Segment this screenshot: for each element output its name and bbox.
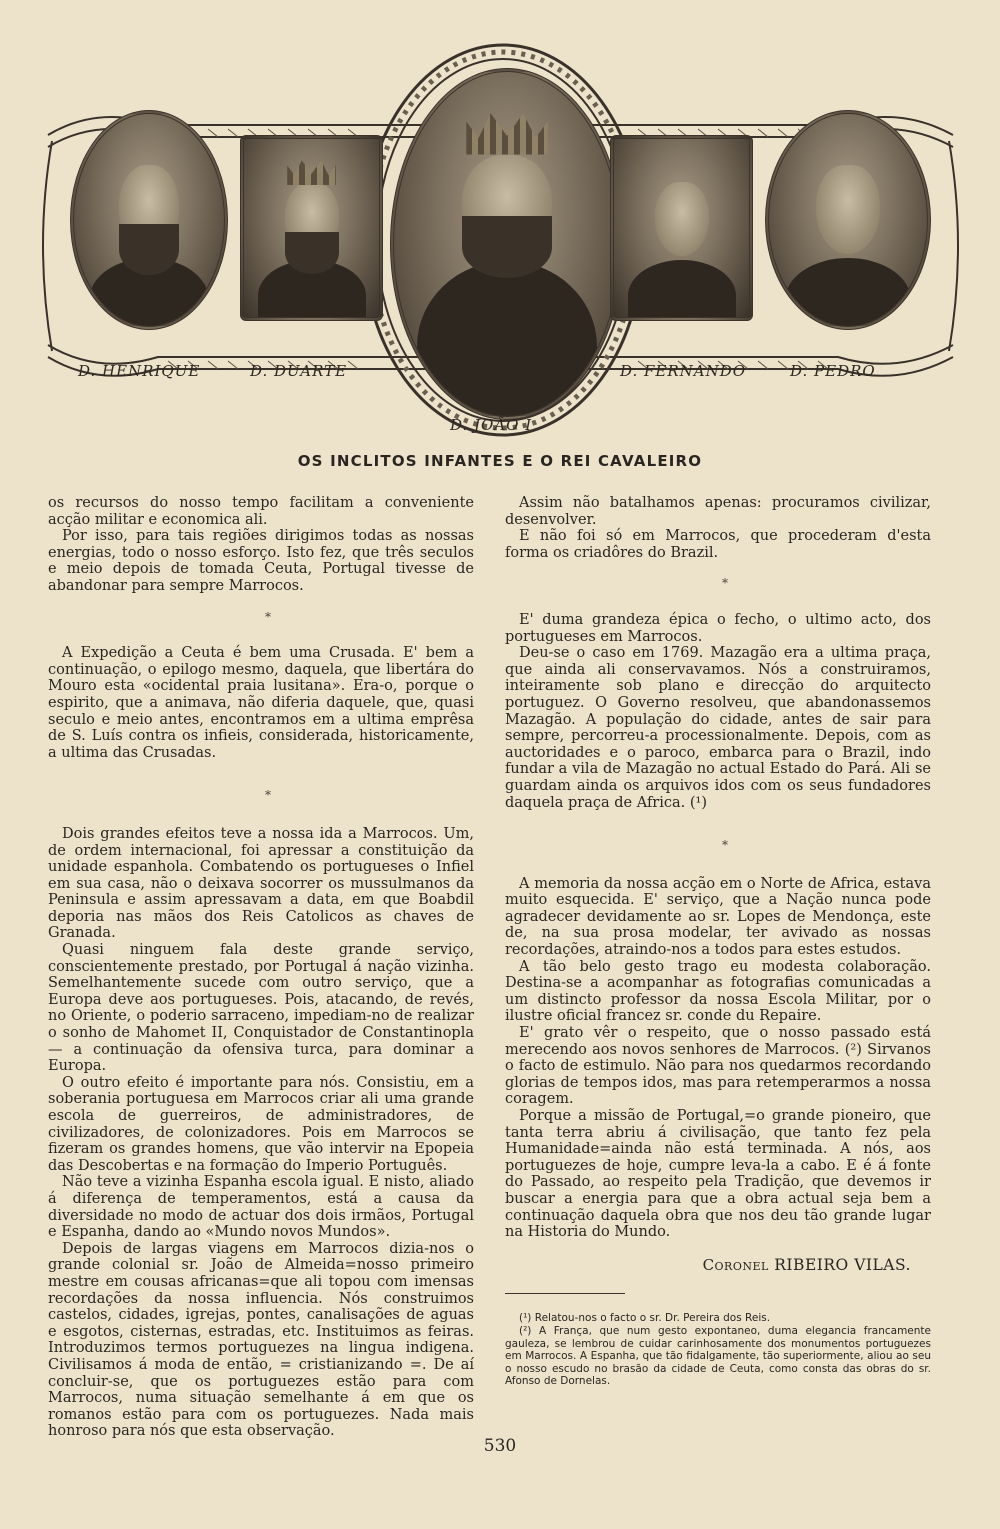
author-name: RIBEIRO VILAS. — [774, 1255, 911, 1274]
right-paragraph-5: A memoria da nossa acção em o Norte de Africa, estava muito esquecida. E' serviço, que a Nação nunca pode agradecer devidamente ao sr. Lopes de Mendonça, este de, na sua prosa modelar, ter avivado as nossas recordações, atraindo-nos a todos para estes estudos. — [505, 875, 931, 959]
portrait-pedro — [765, 110, 931, 330]
portrait-fernando — [610, 135, 753, 321]
author-rank: Coronel — [702, 1255, 769, 1274]
footnotes — [505, 1312, 931, 1388]
left-paragraph-6: O outro efeito é importante para nós. Consistiu, em a soberania portuguesa em Marrocos criar ali uma grande escola de guerreiros, de administradores, de civilizadores, de colonizadores. Pois em Marrocos se fizeram os grandes homens, que vão intervir na Epopeia das Descobertas e na formação do Imperio Português. — [48, 1074, 474, 1174]
portrait-duarte — [240, 135, 383, 321]
article-title: OS INCLITOS INFANTES E O REI CAVALEIRO — [297, 452, 703, 470]
footnote-rule — [505, 1293, 625, 1294]
caption-henrique: D. HENRIQUE — [78, 362, 201, 380]
portrait-joao — [390, 68, 624, 420]
portrait-henrique — [70, 110, 228, 330]
section-separator: * — [722, 838, 728, 853]
caption-joao: D. JOÃO I — [450, 416, 533, 434]
right-paragraph-3: E' duma grandeza épica o fecho, o ultimo acto, dos portugueses em Marrocos. — [505, 611, 931, 645]
left-paragraph-8: Depois de largas viagens em Marrocos dizia-nos o grande colonial sr. João de Almeida=nosso primeiro mestre em cousas africanas=que ali topou com imensas recordações da nossa influencia. Nós construimos castelos, cidades, igrejas, pontes, canalisações de aguas e esgotos, cisternas, estradas, etc. Instituimos as feiras. Introduzimos termos portuguezes na lingua indigena. Civilisamos á moda de então, = cristianizando =. De aí concluir-se, que os portuguezes estão para com Marrocos, numa situação semelhante á em que os romanos estão para com os portuguezes. Nada mais honroso para nós que esta observação. — [48, 1240, 474, 1440]
left-paragraph-1: os recursos do nosso tempo facilitam a conveniente acção militar e economica ali. — [48, 495, 474, 528]
right-paragraph-6: A tão belo gesto trago eu modesta colaboração. Destina-se a acompanhar as fotografias comunicadas a um distincto professor da nossa Escola Militar, por o ilustre oficial francez sr. conde du Repaire. — [505, 958, 931, 1025]
left-paragraph-3: A Expedição a Ceuta é bem uma Crusada. E' bem a continuação, o epilogo mesmo, daquela, que libertára do Mouro esta «ocidental praia lusitana». Era-o, porque o espirito, que a animava, não diferia daquele, que, quasi seculo e meio antes, encontramos em a ultima emprêsa de S. Luís contra os infieis, considerada, historicamente, a ultima das Crusadas. — [48, 645, 474, 761]
caption-fernando: D. FERNANDO — [620, 362, 747, 380]
section-separator: * — [265, 609, 271, 624]
caption-duarte: D. DUARTE — [250, 362, 348, 380]
left-paragraph-4: Dois grandes efeitos teve a nossa ida a Marrocos. Um, de ordem internacional, foi apressar a constituição da unidade espanhola. Combatendo os portugueses o Infiel em sua casa, não o deixava socorrer os mussulmanos da Peninsula e assim apressavam a data, em que Boabdil deporia nas mãos dos Reis Catolicos as chaves de Granada. — [48, 825, 474, 942]
right-column — [505, 495, 931, 1388]
left-paragraph-2: Por isso, para tais regiões dirigimos todas as nossas energias, todo o nosso esforço. Isto fez, que três seculos e meio depois de tomada Ceuta, Portugal tivesse de abandonar para sempre Marrocos. — [48, 528, 474, 594]
section-separator: * — [265, 788, 271, 803]
right-paragraph-8: Porque a missão de Portugal,=o grande pioneiro, que tanta terra abriu á civilisação, que tanto fez pela Humanidade=ainda não está terminada. A nós, aos portuguezes de hoje, cumpre leva-la a cabo. E é á fonte do Passado, ao respeito pela Tradição, que devemos ir buscar a energia para que a obra actual seja bem a continuação daquela obra que nos deu tão grande lugar na Historia do Mundo. — [505, 1108, 931, 1241]
footnote-1: (¹) Relatou-nos o facto o sr. Dr. Pereira dos Reis. — [519, 1312, 771, 1325]
left-column — [48, 495, 474, 1440]
right-paragraph-7: E' grato vêr o respeito, que o nosso passado está merecendo aos novos senhores de Marrocos. (²) Sirvanos o facto de estimulo. Não para nos quedarmos recordando glorias de tempos idos, mas para retemperarmos a nossa coragem. — [505, 1025, 931, 1108]
portrait-banner — [38, 40, 963, 440]
author-signature — [505, 1257, 931, 1274]
right-paragraph-2: E não foi só em Marrocos, que procederam d'esta forma os criadôres do Brazil. — [505, 528, 931, 561]
footnote-2: (²) A França, que num gesto expontaneo, duma elegancia francamente gauleza, se lembrou de cuidar carinhosamente dos monumentos portuguezes em Marrocos. A Espanha, que tão fidalgamente, tão superiormente, aliou ao seu o nosso escudo no brasão da cidade de Ceuta, como consta das obras do sr. Afonso de Dornelas. — [505, 1324, 931, 1388]
caption-pedro: D. PEDRO — [790, 362, 876, 380]
right-paragraph-4: Deu-se o caso em 1769. Mazagão era a ultima praça, que ainda ali conservavamos. Nós a construiramos, inteiramente sob plano e direcção do arquitecto portuguez. O Governo resolveu, que abandonassemos Mazagão. A população do cidade, antes de sair para sempre, percorreu-a processionalmente. Depois, com as auctoridades e o paroco, embarca para o Brazil, indo fundar a vila de Mazagão no actual Estado do Pará. Ali se guardam ainda os arquivos idos com os seus fundadores daquela praça de Africa. (¹) — [505, 645, 931, 811]
left-paragraph-7: Não teve a vizinha Espanha escola igual. E nisto, aliado á diferença de temperamentos, está a causa da diversidade no modo de actuar dos dois irmãos, Portugal e Espanha, dando ao «Mundo novos Mundos». — [48, 1174, 474, 1241]
left-paragraph-5: Quasi ninguem fala deste grande serviço, conscientemente prestado, por Portugal á nação vizinha. Semelhantemente sucede com outro serviço, que a Europa deve aos portugueses. Pois, atacando, de revés, no Oriente, o poderio sarraceno, impediam-no de realizar o sonho de Mahomet II, Conquistador de Constantinopla — a continuação da ofensiva turca, para dominar a Europa. — [48, 942, 474, 1075]
page-number: 530 — [483, 1436, 517, 1456]
section-separator: * — [722, 576, 728, 591]
right-paragraph-1: Assim não batalhamos apenas: procuramos civilizar, desenvolver. — [505, 495, 931, 528]
